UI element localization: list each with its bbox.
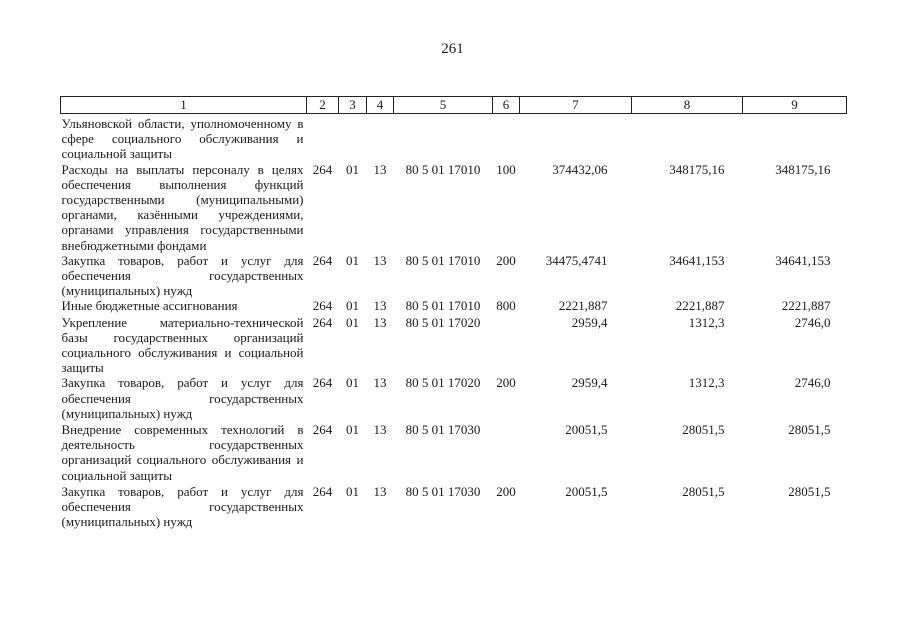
row-value-cell-c3: 01 [346, 483, 359, 499]
row-value-cell-c3: 01 [346, 252, 359, 268]
column-header: 6 [493, 97, 520, 114]
row-value-cell-c2: 264 [312, 314, 333, 330]
row-value-cell-c3: 01 [346, 298, 359, 314]
row-value-cell-c5: 80 5 01 17020 [405, 314, 481, 330]
header-row [61, 97, 847, 114]
row-value-cell-c4: 13 [373, 483, 387, 499]
row-value-cell-c8: 1312,3 [688, 375, 725, 391]
row-value-cell-c8: 2221,887 [675, 298, 725, 314]
column-header: 8 [632, 97, 743, 114]
row-value-cell-c9: 34641,153 [775, 252, 831, 268]
row-value-cell-c4: 13 [373, 252, 387, 268]
row-name-cell: Закупка товаров, работ и услуг для обеспечения государственных (муниципальных) нужд [61, 252, 304, 299]
row-value-cell-c7: 34475,4741 [545, 252, 608, 268]
row-value-cell-c7: 374432,06 [552, 161, 608, 177]
row-value-cell-c6: 800 [496, 298, 516, 314]
row-value-cell-c9: 28051,5 [788, 422, 831, 438]
row-value-cell-c9 [743, 114, 847, 162]
row-value-cell-c8: 1312,3 [688, 314, 725, 330]
row-value-cell-c3: 01 [346, 161, 359, 177]
row-value-cell-c4: 13 [373, 375, 387, 391]
column-header: 9 [743, 97, 847, 114]
row-name-cell: Иные бюджетные ассигнования [61, 298, 238, 314]
row-value-cell-c4: 13 [373, 422, 387, 438]
row-value-cell-c7: 2959,4 [571, 375, 608, 391]
row-value-cell-c3: 01 [346, 422, 359, 438]
row-value-cell-c6: 200 [496, 252, 516, 268]
row-value-cell-c9: 28051,5 [788, 483, 831, 499]
row-value-cell-c6 [493, 421, 520, 483]
column-header: 1 [61, 97, 307, 114]
row-name-cell: Закупка товаров, работ и услуг для обеспечения государственных (муниципальных) нужд [61, 483, 304, 530]
budget-table [60, 96, 847, 529]
row-value-cell-c9: 2746,0 [794, 314, 831, 330]
column-header: 7 [520, 97, 632, 114]
row-value-cell-c5: 80 5 01 17010 [405, 298, 481, 314]
table-header [61, 97, 847, 114]
row-value-cell-c7: 2959,4 [571, 314, 608, 330]
table-row [61, 298, 847, 313]
row-value-cell-c4: 13 [373, 298, 387, 314]
table-row [61, 421, 847, 483]
row-value-cell-c3 [339, 114, 367, 162]
row-value-cell-c7: 20051,5 [565, 483, 608, 499]
row-value-cell-c2: 264 [312, 483, 333, 499]
table-row [61, 162, 847, 253]
row-value-cell-c6: 200 [496, 483, 516, 499]
page-number: 261 [441, 41, 464, 57]
column-header: 5 [394, 97, 493, 114]
row-value-cell-c8: 348175,16 [669, 161, 725, 177]
table-row [61, 483, 847, 530]
row-name-cell: Расходы на выплаты персоналу в целях обеспечения выполнения функций государственными (муниципальными) органами, казёнными учреждениями, органами управления государственными внебюджетными фондами [61, 161, 304, 253]
row-value-cell-c2: 264 [312, 298, 333, 314]
row-name-cell: Внедрение современных технологий в деятельность государственных организаций социального обслуживания и социальной защиты [61, 422, 304, 483]
row-value-cell-c9: 2221,887 [781, 298, 831, 314]
row-name-cell: Укрепление материально-технической базы государственных организаций социального обслуживания и социальной защиты [61, 314, 304, 376]
row-value-cell-c8: 34641,153 [669, 252, 725, 268]
row-value-cell-c6 [493, 314, 520, 376]
column-header: 2 [307, 97, 339, 114]
row-value-cell-c5 [394, 114, 493, 162]
row-value-cell-c5: 80 5 01 17010 [405, 252, 481, 268]
row-value-cell-c2: 264 [312, 161, 333, 177]
row-value-cell-c8 [632, 114, 743, 162]
row-value-cell-c6: 200 [496, 375, 516, 391]
row-value-cell-c8: 28051,5 [682, 422, 725, 438]
row-value-cell-c6: 100 [496, 161, 516, 177]
table-row [61, 314, 847, 376]
table-row [61, 114, 847, 162]
column-header: 3 [339, 97, 367, 114]
row-value-cell-c5: 80 5 01 17030 [405, 422, 481, 438]
row-value-cell-c2: 264 [312, 375, 333, 391]
row-value-cell-c5: 80 5 01 17020 [405, 375, 481, 391]
row-value-cell-c3: 01 [346, 314, 359, 330]
row-value-cell-c4 [367, 114, 394, 162]
row-value-cell-c8: 28051,5 [682, 483, 725, 499]
row-value-cell-c3: 01 [346, 375, 359, 391]
table-body [61, 114, 847, 530]
row-value-cell-c2: 264 [312, 252, 333, 268]
table-row [61, 375, 847, 421]
table-row [61, 253, 847, 299]
row-value-cell-c4: 13 [373, 314, 387, 330]
row-value-cell-c5: 80 5 01 17030 [405, 483, 481, 499]
row-value-cell-c5: 80 5 01 17010 [405, 161, 481, 177]
row-value-cell-c2 [307, 114, 339, 162]
row-value-cell-c9: 2746,0 [794, 375, 831, 391]
row-value-cell-c7: 20051,5 [565, 422, 608, 438]
row-value-cell-c7: 2221,887 [558, 298, 608, 314]
row-value-cell-c9: 348175,16 [775, 161, 831, 177]
row-value-cell-c2: 264 [312, 422, 333, 438]
row-value-cell-c7 [520, 114, 632, 162]
row-value-cell-c4: 13 [373, 161, 387, 177]
column-header: 4 [367, 97, 394, 114]
row-name-cell: Закупка товаров, работ и услуг для обеспечения государственных (муниципальных) нужд [61, 375, 304, 421]
row-value-cell-c6 [493, 114, 520, 162]
row-name-cell: Ульяновской области, уполномоченному в сфере социального обслуживания и социальной защиты [61, 116, 304, 162]
